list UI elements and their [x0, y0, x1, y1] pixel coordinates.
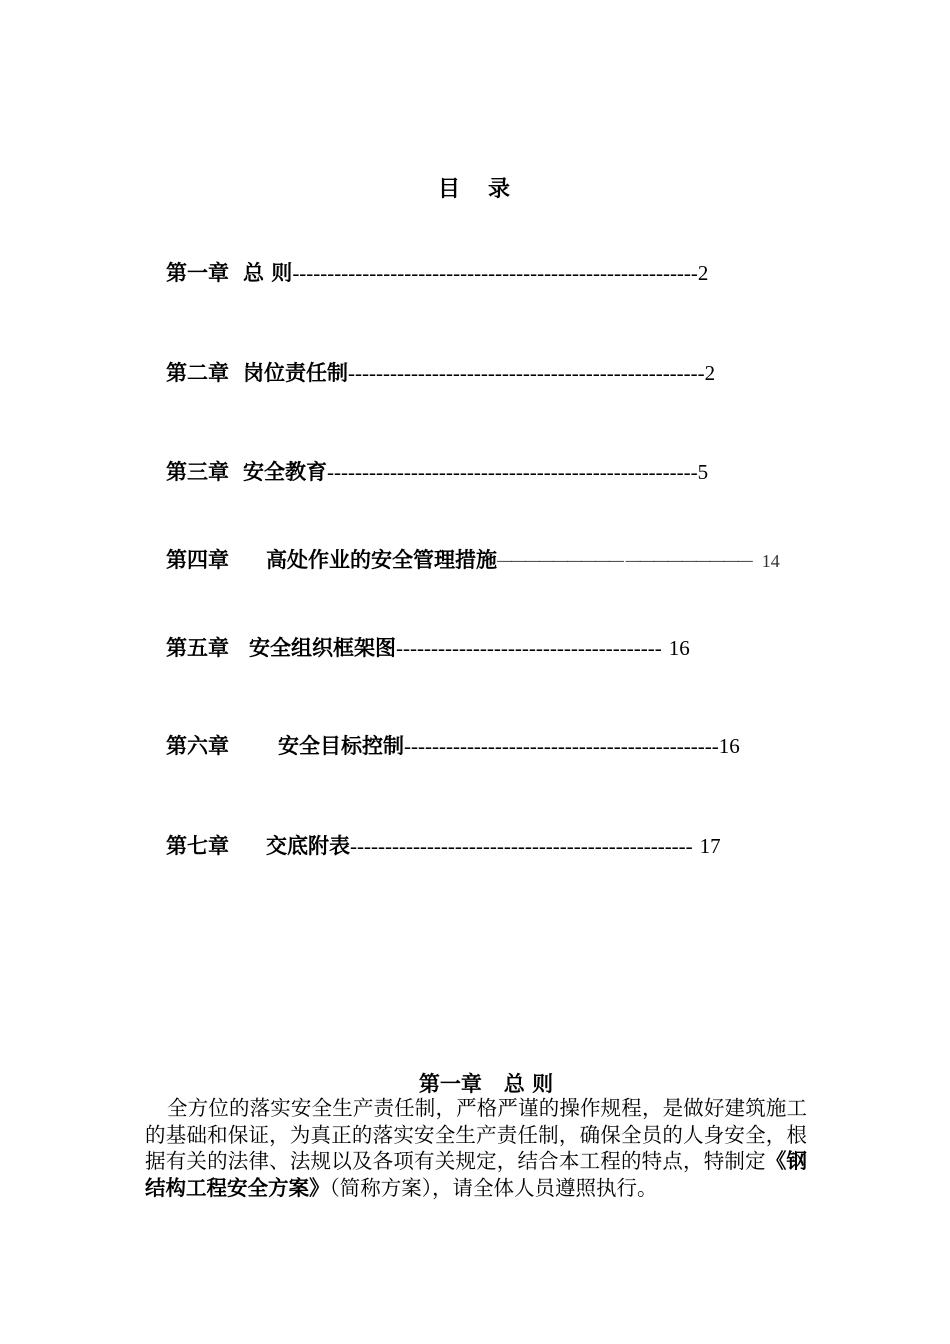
toc-entry-name: 安全目标控制 — [278, 733, 404, 758]
toc-entry-leader: ---------------------------------------------------------- — [292, 261, 698, 285]
toc-entry-chapter: 第一章 — [166, 260, 229, 285]
toc-entry-leader: ————————— ————————— — [497, 553, 752, 569]
toc-entry-chapter: 第六章 — [166, 733, 229, 758]
toc-entry-name: 安全教育 — [243, 459, 327, 484]
toc-entry-7[interactable] — [166, 831, 721, 861]
toc-title — [0, 172, 950, 203]
toc-entry-page: 2 — [697, 261, 709, 285]
paragraph-bold-title: 《钢结构工程安全方案》 — [145, 1149, 808, 1200]
paragraph-text-2: （简称方案），请全体人员遵照执行。 — [329, 1175, 658, 1200]
toc-entry-page: 16 — [718, 734, 740, 758]
toc-entry-6[interactable] — [166, 731, 740, 761]
toc-entry-name: 总 则 — [243, 260, 293, 285]
toc-entry-chapter: 第七章 — [166, 833, 229, 858]
toc-entry-name: 交底附表 — [266, 833, 350, 858]
toc-entry-5[interactable] — [166, 633, 690, 663]
toc-title-right: 录 — [488, 176, 513, 202]
toc-entry-leader: ------------------------------------------------- — [350, 834, 693, 858]
toc-entry-page: 17 — [699, 834, 721, 858]
toc-entry-chapter: 第二章 — [166, 360, 229, 385]
toc-entry-chapter: 第四章 — [166, 547, 229, 572]
toc-entry-leader: ----------------------------------------------------- — [327, 460, 698, 484]
toc-entry-name: 岗位责任制 — [243, 360, 348, 385]
toc-entry-1[interactable] — [166, 258, 708, 288]
section-title: 第一章 总 则 — [418, 1071, 554, 1096]
toc-entry-chapter: 第五章 — [166, 635, 229, 660]
toc-entry-leader: -------------------------------------- — [396, 636, 662, 660]
toc-title-left: 目 — [437, 176, 462, 202]
toc-entry-4[interactable] — [166, 545, 780, 575]
toc-entry-leader: --------------------------------------------------- — [348, 361, 705, 385]
toc-entry-name: 安全组织框架图 — [249, 635, 396, 660]
section-paragraph — [145, 1095, 807, 1201]
toc-entry-page: 2 — [704, 361, 716, 385]
toc-entry-3[interactable] — [166, 457, 708, 487]
paragraph-text-1: 全方位的落实安全生产责任制，严格严谨的操作规程，是做好建筑施工的基础和保证，为真正的落实安全生产责任制，确保全员的人身安全，根据有关的法律、法规以及各项有关规定，结合本工程的特点，特制定 — [145, 1096, 807, 1173]
toc-entry-page: 14 — [761, 551, 780, 571]
toc-entry-2[interactable] — [166, 358, 715, 388]
toc-entry-leader: --------------------------------------------- — [404, 734, 719, 758]
toc-entry-name: 高处作业的安全管理措施 — [266, 547, 497, 572]
toc-entry-page: 5 — [697, 460, 709, 484]
toc-entry-page: 16 — [668, 636, 690, 660]
toc-entry-chapter: 第三章 — [166, 459, 229, 484]
